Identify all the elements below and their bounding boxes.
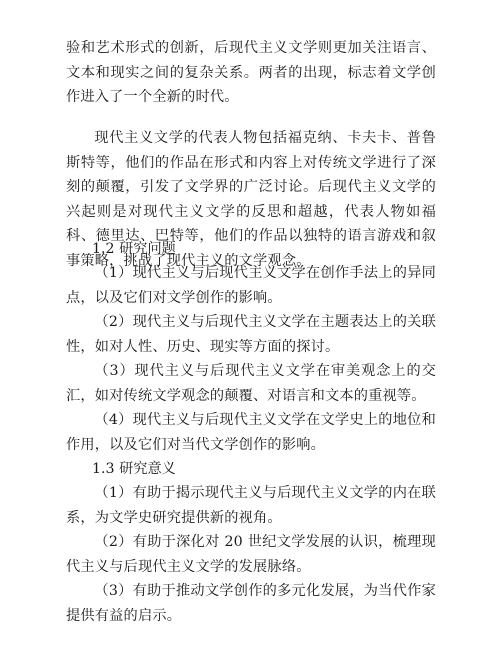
list-item-significance-2: （2）有助于深化对 20 世纪文学发展的认识，梳理现代主义与后现代主义文学的发展脉络。 xyxy=(66,534,436,575)
paragraph-representatives: 现代主义文学的代表人物包括福克纳、卡夫卡、普鲁斯特等，他们的作品在形式和内容上对传统文学进行了深刻的颠覆，引发了文学界的广泛讨论。后现代主义文学的兴起则是对现代主义文学的反思和超越，代表人物如福科、德里达、巴特等，他们的作品以独特的语言游戏和叙事策略，挑战了现代主义的文学观念。 xyxy=(66,130,436,269)
list-item-question-4: （4）现代主义与后现代主义文学在文学史上的地位和作用，以及它们对当代文学创作的影响。 xyxy=(66,412,436,453)
paragraph-continued: 验和艺术形式的创新，后现代主义文学则更加关注语言、文本和现实之间的复杂关系。两者的出现，标志着文学创作进入了一个全新的时代。 xyxy=(66,40,436,106)
list-item-question-1: （1）现代主义与后现代主义文学在创作手法上的异同点，以及它们对文学创作的影响。 xyxy=(66,265,436,306)
section-heading-significance: 1.3 研究意义 xyxy=(92,461,176,477)
list-item-significance-1: （1）有助于揭示现代主义与后现代主义文学的内在联系，为文学史研究提供新的视角。 xyxy=(66,485,436,526)
list-item-significance-3: （3）有助于推动文学创作的多元化发展，为当代作家提供有益的启示。 xyxy=(66,583,436,624)
section-heading-research-questions: 1.2 研究问题 xyxy=(92,241,176,257)
list-item-question-3: （3）现代主义与后现代主义文学在审美观念上的交汇，如对传统文学观念的颠覆、对语言和文本的重视等。 xyxy=(66,363,436,404)
list-item-question-2: （2）现代主义与后现代主义文学在主题表达上的关联性，如对人性、历史、现实等方面的探讨。 xyxy=(66,314,436,355)
